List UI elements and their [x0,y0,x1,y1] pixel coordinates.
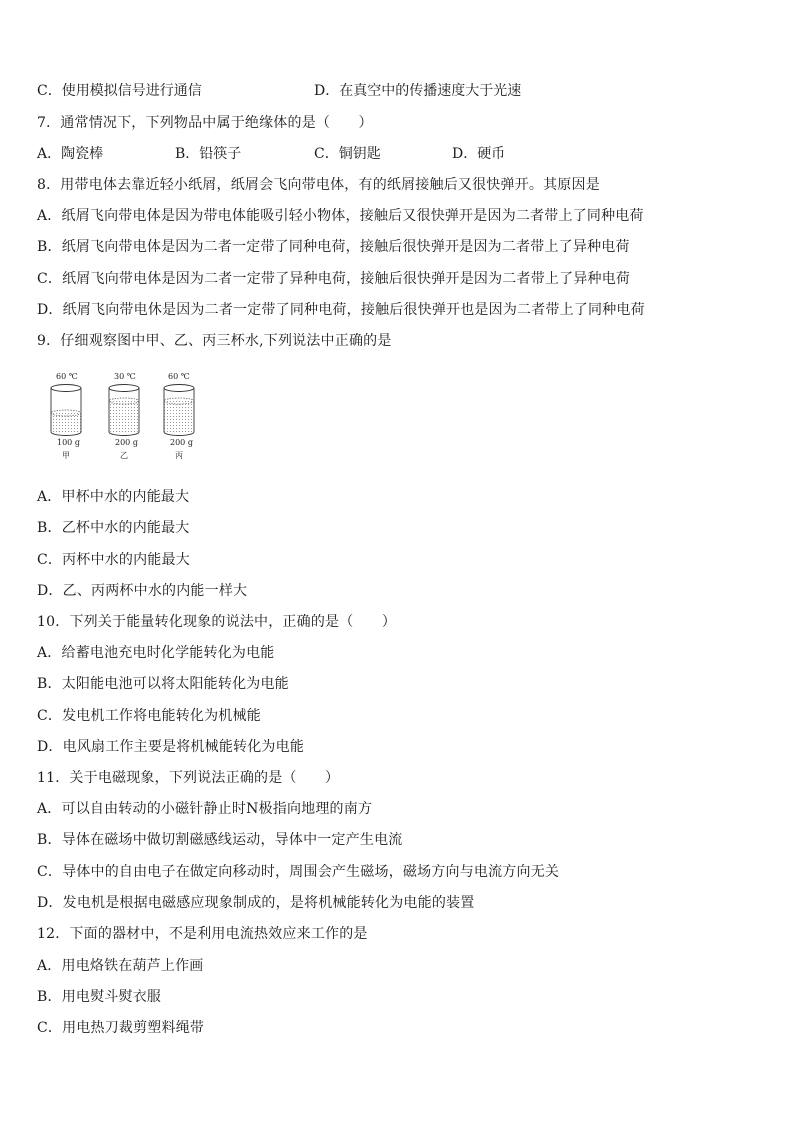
q11-option-b: B．导体在磁场中做切割磁感线运动，导体中一定产生电流 [37,832,403,848]
q9-option-d: D．乙、丙两杯中水的内能一样大 [37,583,248,599]
q10-option-b: B．太阳能电池可以将太阳能转化为电能 [37,676,289,692]
q7-stem: 7．通常情况下，下列物品中属于绝缘体的是（ ） [37,115,373,131]
q6-option-c: C．使用模拟信号进行通信 [37,83,202,99]
cup-jia-temp: 60 ℃ [56,372,78,381]
cup-bing [164,372,194,460]
cup-yi-mass: 200 g [115,438,138,447]
cup-yi-label: 乙 [120,451,128,460]
q10-option-c: C．发电机工作将电能转化为机械能 [37,708,261,724]
q8-option-d: D．纸屑飞向带电休是因为二者一定带了同种电荷，接触后很快弹开也是因为二者带上了同种电荷 [37,302,645,318]
q10-stem: 10．下列关于能量转化现象的说法中，正确的是（ ） [37,614,397,630]
q7-option-b: B．铅筷子 [175,146,242,162]
q7-option-c: C．铜钥匙 [314,146,381,162]
q6-option-d: D．在真空中的传播速度大于光速 [314,83,522,99]
cup-jia-mass: 100 g [57,438,80,447]
q10-option-a: A．给蓄电池充电时化学能转化为电能 [37,645,275,661]
q9-stem: 9．仔细观察图中甲、乙、丙三杯水,下列说法中正确的是 [37,333,392,349]
q11-option-d: D．发电机是根据电磁感应现象制成的，是将机械能转化为电能的装置 [37,895,475,911]
q9-option-a: A．甲杯中水的内能最大 [37,489,190,505]
q11-option-a: A．可以自由转动的小磁针静止时N极指向地理的南方 [37,801,373,817]
cup-jia-label: 甲 [62,451,70,460]
q12-stem: 12．下面的器材中，不是利用电流热效应来工作的是 [37,926,368,942]
q12-option-b: B．用电熨斗熨衣服 [37,989,162,1005]
q7-option-a: A．陶瓷棒 [37,146,104,162]
three-cups-figure [40,370,210,466]
q12-option-c: C．用电热刀裁剪塑料绳带 [37,1020,205,1036]
q8-option-b: B．纸屑飞向带电体是因为二者一定带了同种电荷，接触后很快弹开是因为二者带上了异种电荷 [37,239,630,255]
q8-option-a: A．纸屑飞向带电体是因为带电体能吸引轻小物体，接触后又很快弹开是因为二者带上了同种电荷 [37,208,644,224]
cup-jia [51,372,81,460]
cup-yi [109,372,139,460]
q8-option-c: C．纸屑飞向带电体是因为二者一定带了异种电荷，接触后很快弹开是因为二者带上了异种电荷 [37,271,631,287]
cup-bing-mass: 200 g [170,438,193,447]
cup-yi-temp: 30 ℃ [114,372,136,381]
cup-bing-temp: 60 ℃ [168,372,190,381]
q7-option-d: D．硬币 [452,146,506,162]
q11-stem: 11．关于电磁现象，下列说法正确的是（ ） [37,770,340,786]
q9-option-c: C．丙杯中水的内能最大 [37,552,190,568]
q10-option-d: D．电风扇工作主要是将机械能转化为电能 [37,739,305,755]
q8-stem: 8．用带电体去靠近轻小纸屑，纸屑会飞向带电体，有的纸屑接触后又很快弹开。其原因是 [37,177,600,193]
q11-option-c: C．导体中的自由电子在做定向移动时，周围会产生磁场，磁场方向与电流方向无关 [37,864,560,880]
cup-bing-label: 丙 [175,451,183,460]
q9-option-b: B．乙杯中水的内能最大 [37,520,190,536]
q12-option-a: A．用电烙铁在葫芦上作画 [37,958,204,974]
